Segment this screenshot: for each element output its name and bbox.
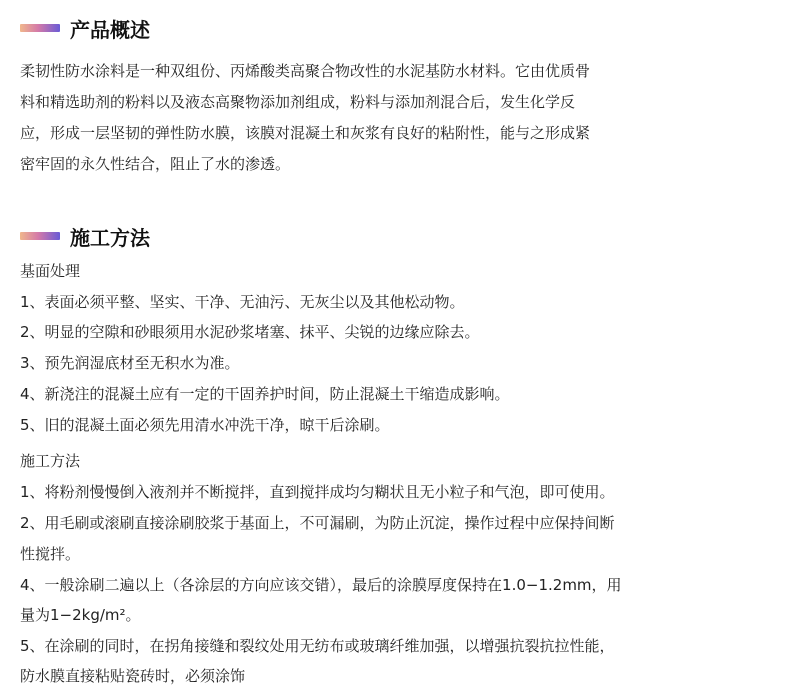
construction-item-continued: 性搅拌。	[20, 545, 81, 563]
base-treatment-item: 3、预先润湿底材至无积水为准。	[20, 354, 240, 372]
method-section-header	[20, 220, 150, 252]
base-treatment-item: 5、旧的混凝土面必须先用清水冲洗干净，晾干后涂刷。	[20, 416, 390, 434]
construction-heading: 施工方法	[20, 452, 81, 470]
method-title: 施工方法	[70, 225, 150, 250]
header-accent-bar	[20, 24, 60, 32]
construction-item-continued: 防水膜直接粘贴瓷砖时，必须涂饰	[20, 667, 246, 685]
construction-item: 2、用毛刷或滚刷直接涂刷胶浆于基面上，不可漏刷，为防止沉淀，操作过程中应保持间断	[20, 514, 615, 532]
construction-item: 5、在涂刷的同时，在拐角接缝和裂纹处用无纺布或玻璃纤维加强，以增强抗裂抗拉性能，	[20, 637, 615, 655]
base-treatment-item: 4、新浇注的混凝土应有一定的干固养护时间，防止混凝土干缩造成影响。	[20, 385, 510, 403]
header-accent-bar	[20, 232, 60, 240]
base-treatment-heading: 基面处理	[20, 262, 81, 280]
construction-item-continued: 量为1−2kg/m²。	[20, 606, 141, 624]
construction-item: 1、将粉剂慢慢倒入液剂并不断搅拌，直到搅拌成均匀糊状且无小粒子和气泡，即可使用。	[20, 483, 615, 501]
construction-item: 4、一般涂刷二遍以上（各涂层的方向应该交错），最后的涂膜厚度保持在1.0−1.2mm，用	[20, 576, 622, 594]
overview-line: 应，形成一层坚韧的弹性防水膜，该膜对混凝土和灰浆有良好的粘附性，能与之形成紧	[20, 124, 591, 142]
overview-section-header	[20, 12, 150, 44]
base-treatment-item: 1、表面必须平整、坚实、干净、无油污、无灰尘以及其他松动物。	[20, 293, 465, 311]
overview-title: 产品概述	[70, 17, 150, 42]
overview-paragraph	[20, 56, 780, 180]
overview-line: 料和精选助剂的粉料以及液态高聚物添加剂组成，粉料与添加剂混合后，发生化学反	[20, 93, 576, 111]
overview-line: 柔韧性防水涂料是一种双组份、丙烯酸类高聚合物改性的水泥基防水材料。它由优质骨	[20, 62, 591, 80]
overview-line: 密牢固的永久性结合，阻止了水的渗透。	[20, 155, 291, 173]
base-treatment-item: 2、明显的空隙和砂眼须用水泥砂浆堵塞、抹平、尖锐的边缘应除去。	[20, 323, 480, 341]
